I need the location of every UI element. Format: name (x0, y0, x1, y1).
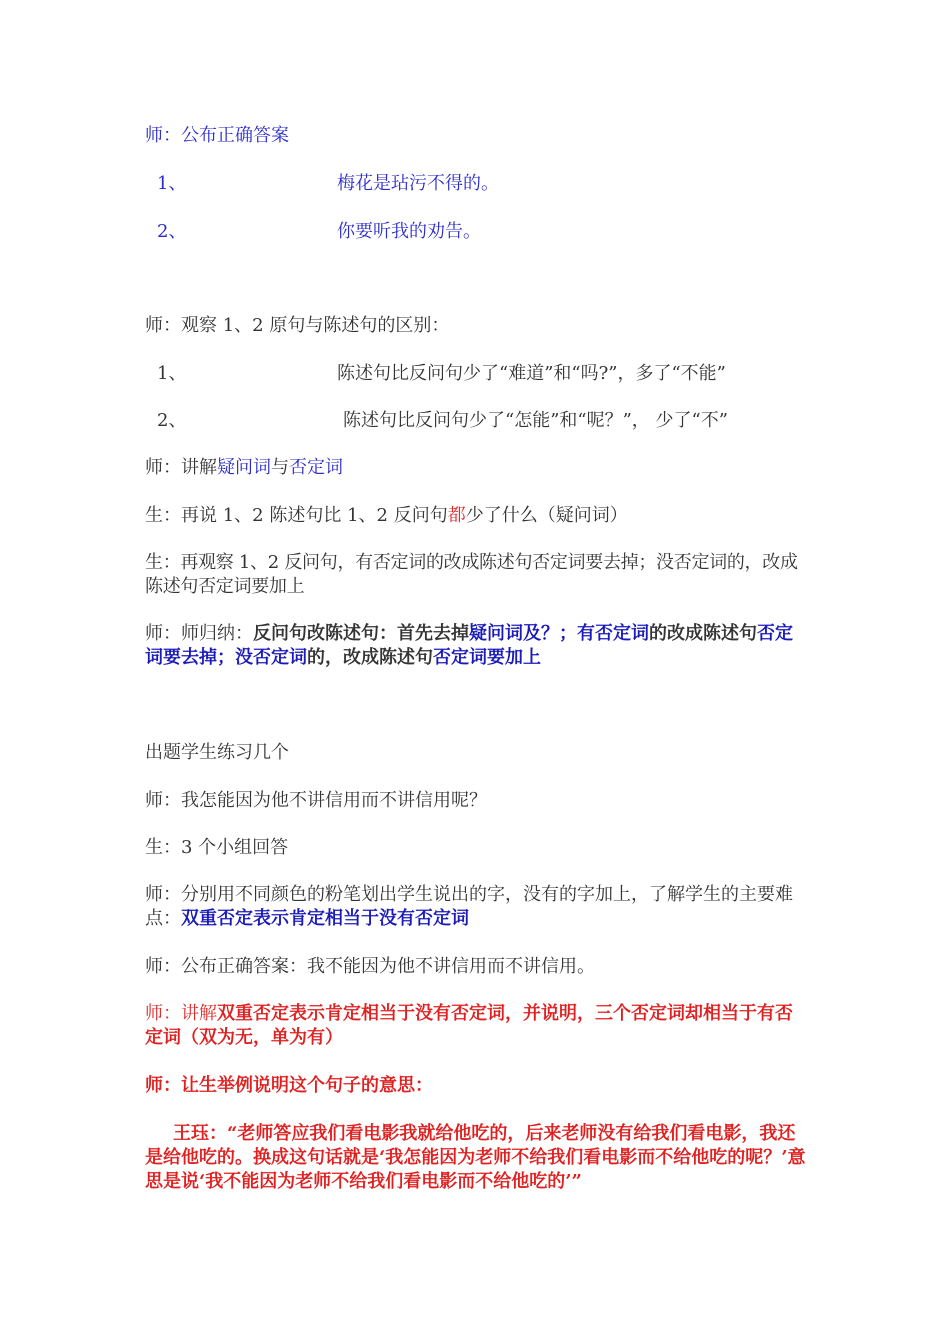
student-line-2: 生：再观察 1、2 反问句，有否定词的改成陈述句否定词要去掉；没否定词的，改成陈述句否定词要加上 (145, 552, 798, 597)
summary-prefix: 师：师归纳： (145, 623, 253, 644)
student-line-1-suffix: 少了什么（疑问词） (465, 505, 628, 526)
summary-part-4: 否定词要去掉；没否定词 (145, 623, 793, 668)
student-line-1 (145, 504, 628, 528)
practice-answer-groups: 生：3 个小组回答 (145, 837, 289, 858)
observe-heading: 师：观察 1、2 原句与陈述句的区别： (145, 315, 450, 336)
observe-item-1 (145, 362, 726, 386)
double-negation-paragraph (145, 1002, 810, 1050)
observe-item-1-number: 1、 (157, 363, 187, 384)
answer-item-2-number: 2、 (157, 221, 187, 242)
double-negation-text: 双重否定表示肯定相当于没有否定词，并说明，三个否定词却相当于有否定词（双为无，单为有） (145, 1003, 793, 1048)
double-negation-prefix: 师：讲解 (145, 1003, 217, 1024)
student-line-1-highlight: 都 (447, 505, 466, 526)
example-quote: 王珏：“老师答应我们看电影我就给他吃的，后来老师没有给我们看电影，我还是给他吃的。换成这句话就是‘我怎能因为老师不给我们看电影而不给他吃的呢？’意思是说‘我不能因为老师不给我们看电影而不给他吃的’” (145, 1123, 806, 1192)
explain-mid: 与 (271, 457, 289, 478)
observe-item-2-text: 陈述句比反问句少了“怎能”和“呢？”， 少了“不” (343, 410, 728, 431)
practice-question: 师：我怎能因为他不讲信用而不讲信用呢？ (145, 790, 487, 811)
answer-item-1-text: 梅花是玷污不得的。 (337, 173, 499, 194)
observe-item-2 (145, 409, 728, 433)
answer-item-1-number: 1、 (157, 173, 187, 194)
summary-part-6: 否定词要加上 (433, 647, 541, 668)
chalk-highlight: 双重否定表示肯定相当于没有否定词 (181, 908, 469, 929)
explain-prefix: 师：讲解 (145, 457, 217, 478)
answer-item-2 (145, 220, 481, 244)
explain-word-question: 疑问词 (217, 457, 271, 478)
correct-answer: 师：公布正确答案：我不能因为他不讲信用而不讲信用。 (145, 956, 595, 977)
explain-word-negation: 否定词 (289, 457, 343, 478)
example-prompt: 师：让生举例说明这个句子的意思： (145, 1075, 433, 1096)
chalk-prefix: 师：分别用不同颜色的粉笔划出学生说出的字，没有的字加上，了解学生的主要难点： (145, 884, 793, 929)
summary-paragraph (145, 622, 810, 670)
summary-part-3: 的改成陈述句 (649, 623, 757, 644)
observe-item-2-number: 2、 (157, 410, 187, 431)
answer-heading: 师：公布正确答案 (145, 125, 289, 146)
answer-item-2-text: 你要听我的劝告。 (337, 221, 481, 242)
summary-part-2: 疑问词及？；有否定词 (469, 623, 649, 644)
observe-item-1-text: 陈述句比反问句少了“难道”和“吗?”，多了“不能” (337, 363, 726, 384)
practice-title: 出题学生练习几个 (145, 742, 289, 763)
summary-part-5: 的，改成陈述句 (307, 647, 433, 668)
answer-item-1 (145, 172, 499, 196)
student-line-1-prefix: 生：再说 1、2 陈述句比 1、2 反问句 (145, 505, 448, 526)
chalk-paragraph (145, 883, 810, 931)
summary-part-1: 反问句改陈述句：首先去掉 (253, 623, 469, 644)
explain-line (145, 456, 343, 480)
